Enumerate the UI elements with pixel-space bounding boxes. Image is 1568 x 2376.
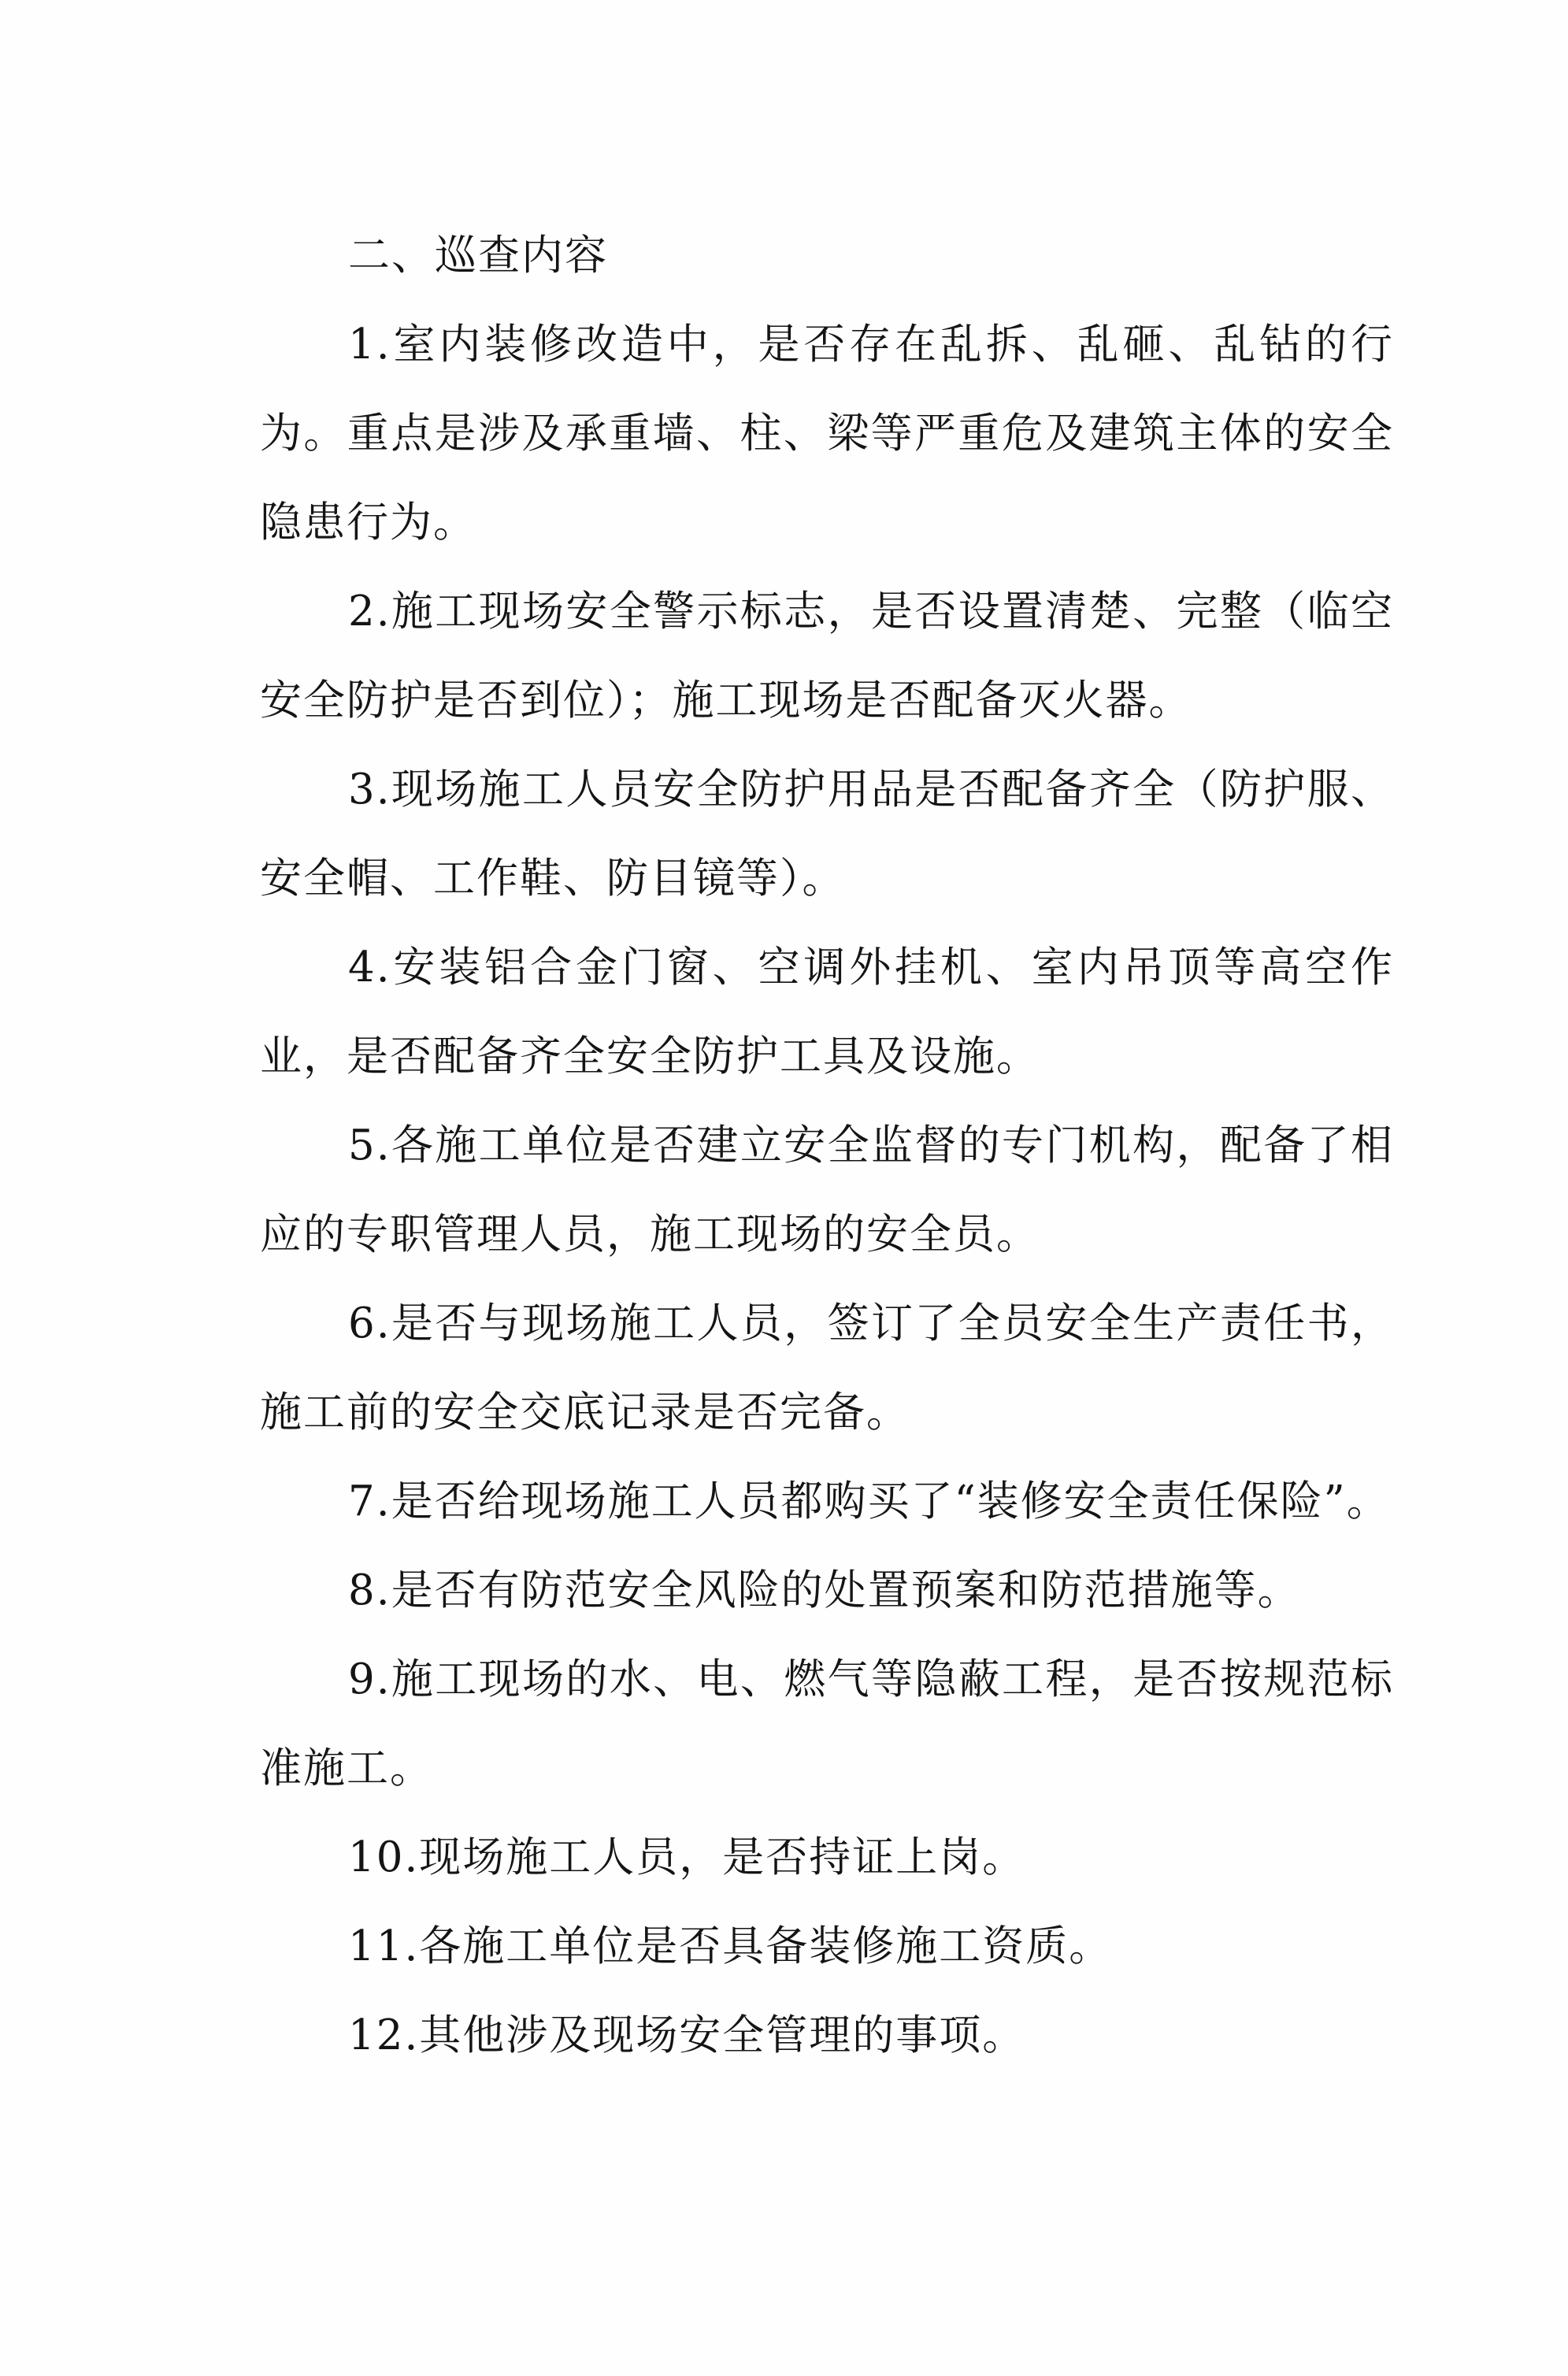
inspection-item-12: 12.其他涉及现场安全管理的事项。 xyxy=(348,2011,1026,2059)
inspection-item-1: 1.室内装修改造中，是否存在乱拆、乱砸、乱钻的行为。重点是涉及承重墙、柱、梁等严重危及建筑主体的安全隐患行为。 xyxy=(260,321,1394,547)
inspection-item-3: 3.现场施工人员安全防护用品是否配备齐全（防护服、安全帽、工作鞋、防目镜等）。 xyxy=(260,765,1394,903)
inspection-item-11: 11.各施工单位是否具备装修施工资质。 xyxy=(348,1922,1113,1970)
inspection-item-5: 5.各施工单位是否建立安全监督的专门机构，配备了相应的专职管理人员，施工现场的安全员。 xyxy=(260,1121,1394,1258)
inspection-item-8: 8.是否有防范安全风险的处置预案和防范措施等。 xyxy=(348,1566,1301,1614)
inspection-item-10: 10.现场施工人员，是否持证上岗。 xyxy=(348,1833,1026,1881)
section-heading: 二、巡查内容 xyxy=(348,232,608,280)
document-body xyxy=(260,211,1394,2080)
inspection-item-9: 9.施工现场的水、电、燃气等隐蔽工程，是否按规范标准施工。 xyxy=(260,1655,1394,1792)
inspection-item-6: 6.是否与现场施工人员，签订了全员安全生产责任书，施工前的安全交底记录是否完备。 xyxy=(260,1299,1394,1436)
inspection-item-4: 4.安装铝合金门窗、空调外挂机、室内吊顶等高空作业，是否配备齐全安全防护工具及设施。 xyxy=(260,943,1394,1081)
inspection-item-7: 7.是否给现场施工人员都购买了“装修安全责任保险”。 xyxy=(348,1477,1390,1525)
inspection-item-2: 2.施工现场安全警示标志，是否设置清楚、完整（临空安全防护是否到位）；施工现场是否配备灭火器。 xyxy=(260,588,1394,725)
